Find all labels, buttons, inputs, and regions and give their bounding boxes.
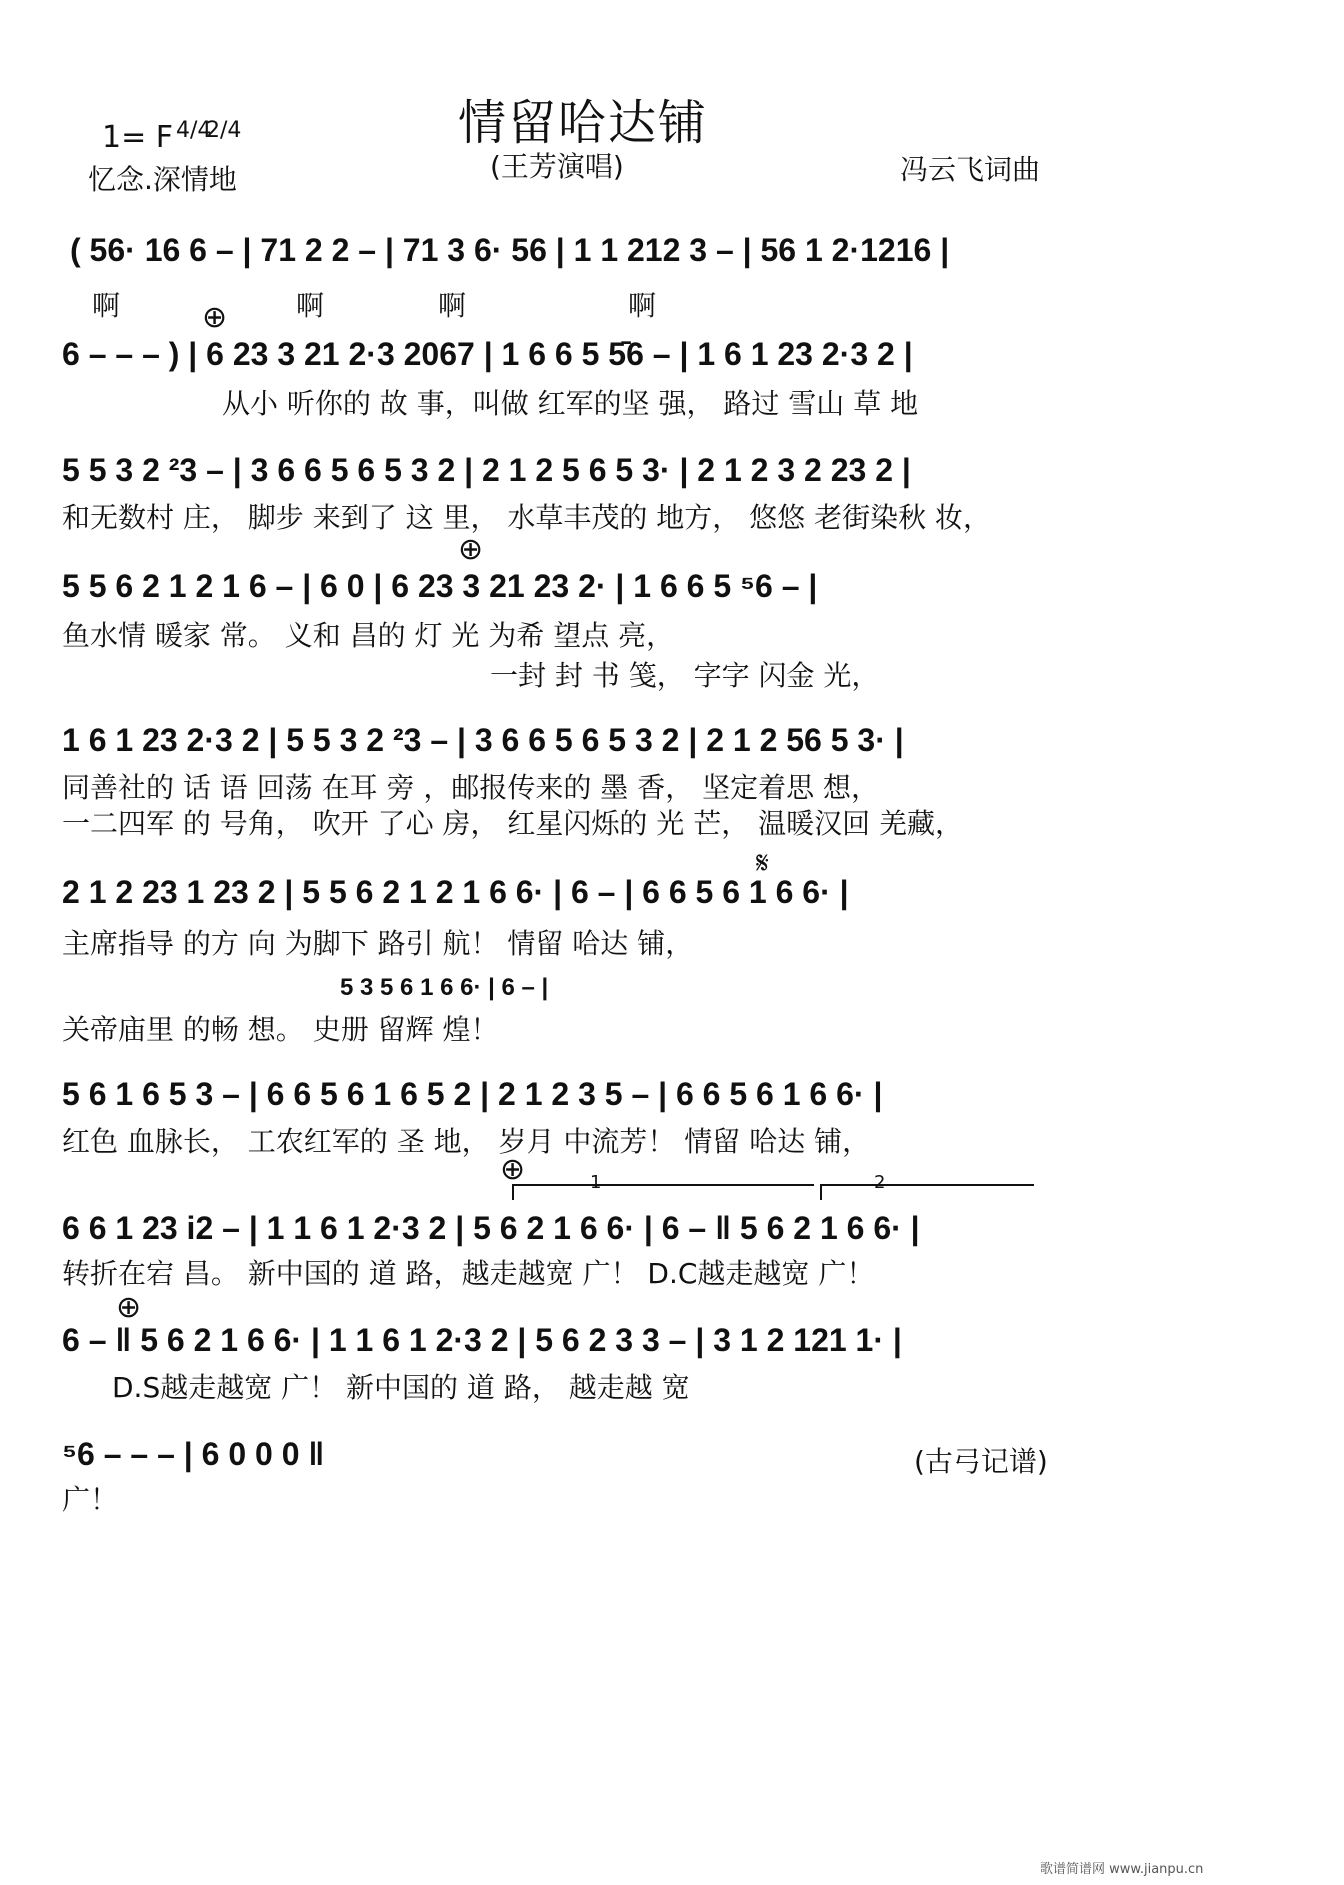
notation-system-5: 1 6 1 23 2·3 2 | 5 5 3 2 ²3 – | 3 6 6 5 6 5 3 2 | 2 1 2 56 5 3· | — [62, 722, 904, 758]
lyrics-system-4-verse-2: 一封 封 书 笺， 字字 闪金 光， — [490, 659, 880, 692]
notation-system-2: 6 – – – ) | 6 23 3 21 2·3 2067 | 1 6 6 5 5̄6 – | 1 6 1 23 2·3 2 | — [62, 336, 913, 372]
coda-sign-3: ⊕ — [500, 1152, 526, 1187]
song-title: 情留哈达铺 — [458, 95, 709, 151]
watermark: 歌谱简谱网 www.jianpu.cn — [1040, 1862, 1204, 1877]
lyrics-system-4-verse-1: 鱼水情 暖家 常。 义和 昌的 灯 光 为希 望点 亮， — [62, 619, 675, 652]
composer-credit: 冯云飞词曲 — [900, 153, 1041, 186]
lyric-1b: 啊 — [296, 289, 325, 322]
notation-system-6: 2 1 2 23 1 23 2 | 5 5 6 2 1 2 1 6 6· | 6 – | 6 6 5 6 1 6 6· | — [62, 874, 849, 910]
notation-system-10: ⁵6 – – – | 6 0 0 0 ‖ — [62, 1436, 325, 1472]
coda-sign-2: ⊕ — [458, 532, 484, 567]
lyric-1a: 啊 — [92, 289, 121, 322]
notation-alternate-phrase: 5 3 5 6 1 6 6· | 6 – | — [340, 974, 549, 1001]
transcriber-credit: (古弓记谱) — [914, 1445, 1048, 1478]
lyrics-system-8: 转折在宕 昌。 新中国的 道 路，越走越宽 广！ D.C越走越宽 广！ — [62, 1257, 875, 1290]
notation-system-3: 5 5 3 2 ²3 – | 3 6 6 5 6 5 3 2 | 2 1 2 5 6 5 3· | 2 1 2 3 2 23 2 | — [62, 452, 911, 488]
coda-sign-1: ⊕ — [202, 300, 228, 335]
lyrics-system-5-verse-2: 一二四军 的 号角， 吹开 了心 房， 红星闪烁的 光 芒， 温暖汉回 羌藏， — [62, 807, 964, 840]
segno-sign: 𝄋 — [756, 846, 769, 881]
time-signature-1: 4/4 — [176, 118, 212, 143]
first-ending-label: 1 — [590, 1172, 602, 1193]
singer-credit: (王芳演唱) — [490, 150, 624, 183]
lyrics-system-3: 和无数村 庄， 脚步 来到了 这 里， 水草丰茂的 地方， 悠悠 老街染秋 妆， — [62, 501, 992, 534]
second-ending-label: 2 — [874, 1172, 886, 1193]
first-ending-bracket — [512, 1184, 814, 1200]
notation-system-8: 6 6 1 23 i2 – | 1 1 6 1 2·3 2 | 5 6 2 1 6 6· | 6 – ‖ 5 6 2 1 6 6· | — [62, 1210, 920, 1246]
lyric-1d: 啊 — [628, 289, 657, 322]
lyric-1c: 啊 — [438, 289, 467, 322]
lyrics-system-2: 从小 听你的 故 事，叫做 红军的坚 强， 路过 雪山 草 地 — [222, 387, 919, 420]
lyrics-system-5-verse-1: 同善社的 话 语 回荡 在耳 旁 ，邮报传来的 墨 香， 坚定着思 想， — [62, 771, 880, 804]
lyrics-system-9: D.S越走越宽 广！ 新中国的 道 路， 越走越 宽 — [112, 1371, 690, 1404]
lyrics-system-7: 红色 血脉长， 工农红军的 圣 地， 岁月 中流芳！ 情留 哈达 铺， — [62, 1125, 871, 1158]
coda-sign-4: ⊕ — [116, 1290, 142, 1325]
lyrics-system-6: 主席指导 的方 向 为脚下 路引 航！ 情留 哈达 铺， — [62, 927, 694, 960]
notation-system-9: 6 – ‖ 5 6 2 1 6 6· | 1 1 6 1 2·3 2 | 5 6 2 3 3 – | 3 1 2 121 1· | — [62, 1322, 902, 1358]
tempo-marking: 忆念.深情地 — [88, 163, 237, 196]
notation-system-1: ( 56· 16 6 – | 71 2 2 – | 71 3 6· 56 | 1 1 212 3 – | 56 1 2·1216 | — [70, 232, 950, 268]
key-signature: 1= F — [102, 120, 174, 155]
lyrics-system-10: 广！ — [62, 1483, 119, 1516]
notation-system-4: 5 5 6 2 1 2 1 6 – | 6 0 | 6 23 3 21 23 2· | 1 6 6 5 ⁵6 – | — [62, 568, 818, 604]
second-ending-bracket — [820, 1184, 1034, 1200]
lyrics-alternate-phrase: 关帝庙里 的畅 想。 史册 留辉 煌！ — [62, 1013, 499, 1046]
time-signature-2: 2/4 — [206, 118, 242, 143]
notation-system-7: 5 6 1 6 5 3 – | 6 6 5 6 1 6 5 2 | 2 1 2 3 5 – | 6 6 5 6 1 6 6· | — [62, 1076, 883, 1112]
